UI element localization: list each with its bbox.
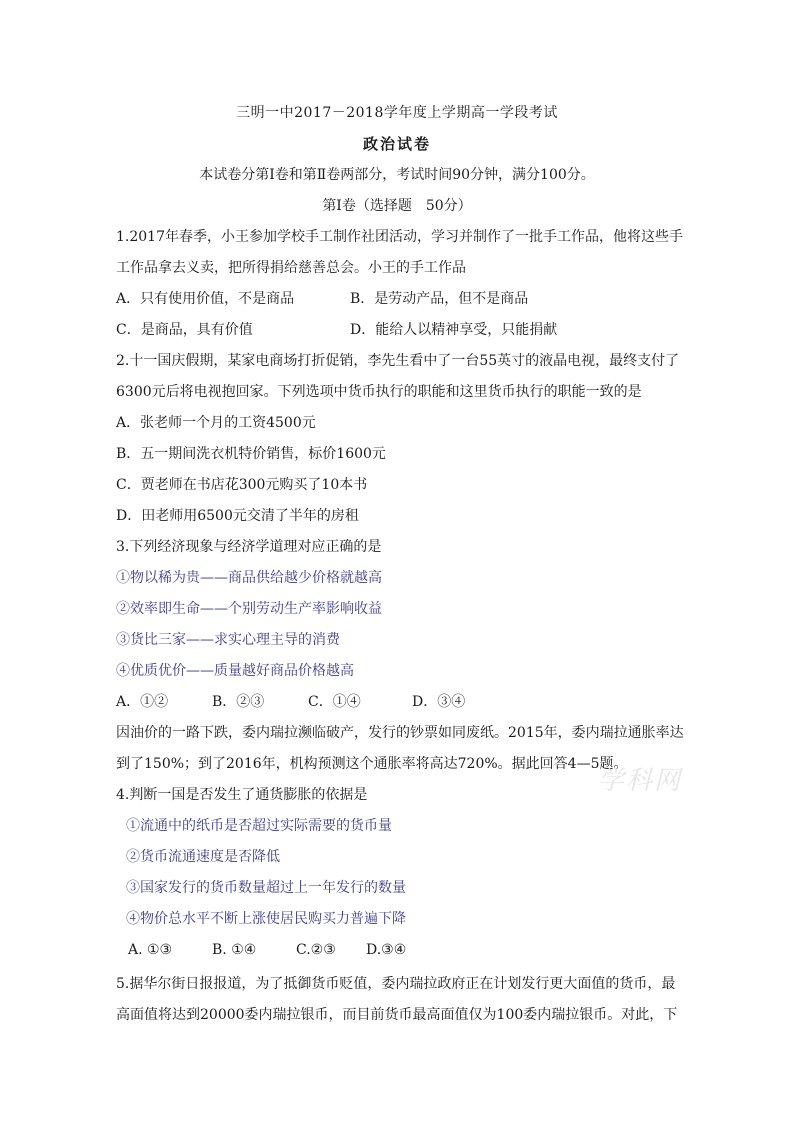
q4-option-c: C.②③: [296, 942, 336, 958]
passage-line1: 因油价的一路下跌，委内瑞拉濒临破产，发行的钞票如同废纸。2015年，委内瑞拉通胀率达: [116, 725, 684, 741]
watermark-logo: 学科网: [598, 766, 683, 796]
q1-stem-line1: 1.2017年春季，小王参加学校手工制作社团活动，学习并制作了一批手工作品，他将这些手: [116, 229, 683, 245]
q3-option-d: D．③④: [412, 694, 466, 710]
q3-item-1: ①物以稀为贵——商品供给越少价格就越高: [116, 570, 382, 586]
q5-stem-line2: 高面值将达到20000委内瑞拉银币，而目前货币最高面值仅为100委内瑞拉银币。对此，下: [116, 1007, 678, 1023]
q2-option-b: B．五一期间洗衣机特价销售，标价1600元: [116, 446, 386, 462]
q4-option-b: B. ①④: [212, 942, 257, 958]
q3-option-b: B．②③: [212, 694, 265, 710]
q1-option-b: B．是劳动产品，但不是商品: [350, 291, 529, 307]
q5-stem-line1: 5.据华尔街日报报道，为了抵御货币贬值，委内瑞拉政府正在计划发行更大面值的货币，最: [116, 976, 676, 992]
q3-item-2: ②效率即生命——个别劳动生产率影响收益: [116, 601, 382, 617]
exam-instructions: 本试卷分第Ⅰ卷和第Ⅱ卷两部分，考试时间90分钟，满分100分。: [199, 167, 595, 183]
exam-subtitle: 政治试卷: [362, 135, 431, 153]
passage-line2: 到了150%；到了2016年，机构预测这个通胀率将高达720%。据此回答4—5题。: [116, 756, 628, 772]
q4-stem: 4.判断一国是否发生了通货膨胀的依据是: [116, 787, 368, 803]
q4-item-1: ①流通中的纸币是否超过实际需要的货币量: [126, 818, 392, 834]
q1-stem-line2: 工作品拿去义卖，把所得捐给慈善总会。小王的手工作品: [116, 260, 466, 276]
q4-item-3: ③国家发行的货币数量超过上一年发行的数量: [126, 880, 406, 896]
q1-option-a: A．只有使用价值，不是商品: [116, 291, 295, 307]
q4-option-d: D.③④: [366, 942, 407, 958]
exam-title: 三明一中2017－2018学年度上学期高一学段考试: [236, 105, 558, 121]
q4-item-4: ④物价总水平不断上涨使居民购买力普遍下降: [126, 911, 406, 927]
q2-stem-line1: 2.十一国庆假期，某家电商场打折促销，李先生看中了一台55英寸的液晶电视，最终支付了: [116, 353, 680, 369]
q3-item-3: ③货比三家——求实心理主导的消费: [116, 632, 340, 648]
q2-option-c: C．贾老师在书店花300元购买了10本书: [116, 477, 368, 493]
q2-option-a: A．张老师一个月的工资4500元: [116, 415, 316, 431]
q3-option-c: C．①④: [308, 694, 361, 710]
q1-option-d: D．能给人以精神享受，只能捐献: [350, 322, 558, 338]
q3-option-a: A．①②: [116, 694, 169, 710]
q3-item-4: ④优质优价——质量越好商品价格越高: [116, 663, 354, 679]
section-heading: 第Ⅰ卷（选择题 50分）: [322, 198, 472, 214]
q2-option-d: D．田老师用6500元交清了半年的房租: [116, 508, 359, 524]
q4-option-a: A. ①③: [128, 942, 173, 958]
q1-option-c: C．是商品，具有价值: [116, 322, 253, 338]
q3-stem: 3.下列经济现象与经济学道理对应正确的是: [116, 539, 382, 555]
q4-item-2: ②货币流通速度是否降低: [126, 849, 280, 865]
q2-stem-line2: 6300元后将电视抱回家。下列选项中货币执行的职能和这里货币执行的职能一致的是: [116, 384, 642, 400]
